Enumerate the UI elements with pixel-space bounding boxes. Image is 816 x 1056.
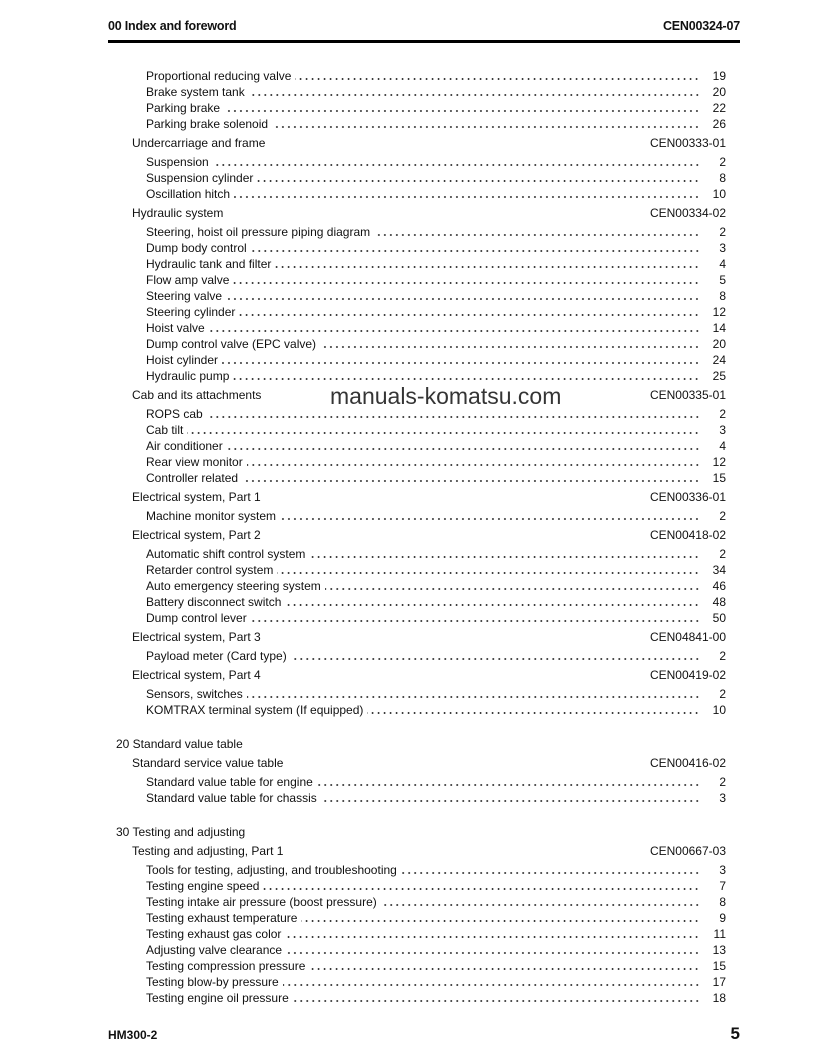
toc-entry[interactable] xyxy=(108,610,726,626)
toc-page: 46 xyxy=(712,579,726,593)
dot-leader xyxy=(317,784,700,786)
toc-entry[interactable] xyxy=(108,170,726,186)
dot-leader xyxy=(291,658,700,660)
toc-title: Suspension xyxy=(146,155,209,169)
toc-code: CEN00667-03 xyxy=(649,844,726,858)
dot-leader xyxy=(286,952,700,954)
toc-title: Cab tilt xyxy=(146,423,184,437)
toc-entry[interactable] xyxy=(108,562,726,578)
toc-code: CEN00416-02 xyxy=(649,756,726,770)
toc-title: Adjusting valve clearance xyxy=(146,943,283,957)
toc-page: 10 xyxy=(712,187,726,201)
toc-page: 15 xyxy=(712,959,726,973)
toc-title: Parking brake solenoid xyxy=(146,117,269,131)
toc-entry[interactable] xyxy=(108,910,726,926)
toc-chapter[interactable] xyxy=(108,667,726,683)
toc-title: Payload meter (Card type) xyxy=(146,649,287,663)
toc-entry[interactable] xyxy=(108,256,726,272)
toc-title: Electrical system, Part 1 xyxy=(132,490,261,504)
document-code: CEN00324-07 xyxy=(662,19,740,33)
toc-title: Dump body control xyxy=(146,241,247,255)
toc-page: 25 xyxy=(712,369,726,383)
toc-page: 3 xyxy=(719,423,726,437)
toc-entry[interactable] xyxy=(108,470,726,486)
toc-entry[interactable] xyxy=(108,508,726,524)
toc-title: Standard value table for chassis xyxy=(146,791,317,805)
toc-entry[interactable] xyxy=(108,336,726,352)
toc-title: Testing engine oil pressure xyxy=(146,991,289,1005)
toc-code: CEN00334-02 xyxy=(649,206,726,220)
toc-page: 18 xyxy=(712,991,726,1005)
toc-entry[interactable] xyxy=(108,454,726,470)
toc-entry[interactable] xyxy=(108,686,726,702)
dot-leader xyxy=(187,432,700,434)
table-of-contents xyxy=(108,68,726,1006)
dot-leader xyxy=(381,904,700,906)
toc-page: 14 xyxy=(712,321,726,335)
toc-entry[interactable] xyxy=(108,578,726,594)
toc-code: CEN00419-02 xyxy=(649,668,726,682)
toc-title: Steering, hoist oil pressure piping diagram xyxy=(146,225,371,239)
toc-page: 9 xyxy=(719,911,726,925)
toc-page: 2 xyxy=(719,225,726,239)
toc-page: 8 xyxy=(719,289,726,303)
dot-leader xyxy=(233,282,700,284)
toc-chapter[interactable] xyxy=(108,527,726,543)
toc-page: 4 xyxy=(719,257,726,271)
toc-page: 17 xyxy=(712,975,726,989)
dot-leader xyxy=(247,464,700,466)
dot-leader xyxy=(320,346,700,348)
toc-title: 20 Standard value table xyxy=(116,737,243,751)
toc-entry[interactable] xyxy=(108,702,726,718)
toc-entry[interactable] xyxy=(108,422,726,438)
page-number: 5 xyxy=(730,1024,740,1043)
toc-chapter[interactable] xyxy=(108,489,726,505)
toc-title: Controller related xyxy=(146,471,239,485)
dot-leader xyxy=(285,604,700,606)
dot-leader xyxy=(242,480,700,482)
toc-entry[interactable] xyxy=(108,774,726,790)
toc-entry[interactable] xyxy=(108,186,726,202)
toc-title: Testing intake air pressure (boost pressure) xyxy=(146,895,377,909)
dot-leader xyxy=(239,314,700,316)
dot-leader xyxy=(233,378,700,380)
toc-entry[interactable] xyxy=(108,942,726,958)
toc-page: 48 xyxy=(712,595,726,609)
toc-page: 2 xyxy=(719,775,726,789)
toc-chapter[interactable] xyxy=(108,755,726,771)
toc-page: 15 xyxy=(712,471,726,485)
toc-page: 3 xyxy=(719,241,726,255)
toc-page: 12 xyxy=(712,305,726,319)
toc-entry[interactable] xyxy=(108,926,726,942)
toc-title: Parking brake xyxy=(146,101,221,115)
toc-page: 7 xyxy=(719,879,726,893)
toc-title: Standard value table for engine xyxy=(146,775,313,789)
toc-entry[interactable] xyxy=(108,240,726,256)
toc-entry[interactable] xyxy=(108,862,726,878)
toc-section[interactable] xyxy=(108,736,726,752)
footer-model: HM300-2 xyxy=(108,1028,158,1042)
toc-code: CEN00333-01 xyxy=(649,136,726,150)
header-rule xyxy=(108,40,740,43)
dot-leader xyxy=(272,126,700,128)
watermark: manuals-komatsu.com xyxy=(330,383,562,409)
toc-page: 20 xyxy=(712,337,726,351)
toc-title: Dump control valve (EPC valve) xyxy=(146,337,317,351)
toc-page: 8 xyxy=(719,171,726,185)
dot-leader xyxy=(222,362,700,364)
dot-leader xyxy=(321,800,700,802)
toc-title: Rear view monitor xyxy=(146,455,243,469)
toc-code: CEN00418-02 xyxy=(649,528,726,542)
dot-leader xyxy=(401,872,700,874)
toc-entry[interactable] xyxy=(108,320,726,336)
toc-title: Brake system tank xyxy=(146,85,245,99)
toc-title: Testing and adjusting, Part 1 xyxy=(132,844,284,858)
dot-leader xyxy=(257,180,700,182)
toc-title: Steering cylinder xyxy=(146,305,236,319)
toc-entry[interactable] xyxy=(108,594,726,610)
dot-leader xyxy=(251,620,700,622)
toc-entry[interactable] xyxy=(108,958,726,974)
toc-page: 2 xyxy=(719,509,726,523)
toc-title: Retarder control system xyxy=(146,563,274,577)
toc-entry[interactable] xyxy=(108,352,726,368)
dot-leader xyxy=(227,448,700,450)
dot-leader xyxy=(213,164,700,166)
toc-title: Auto emergency steering system xyxy=(146,579,321,593)
dot-leader xyxy=(295,78,700,80)
toc-title: Hoist cylinder xyxy=(146,353,219,367)
toc-title: Automatic shift control system xyxy=(146,547,306,561)
toc-title: Hydraulic pump xyxy=(146,369,230,383)
toc-entry[interactable] xyxy=(108,894,726,910)
toc-title: Testing compression pressure xyxy=(146,959,306,973)
toc-page: 24 xyxy=(712,353,726,367)
toc-entry[interactable] xyxy=(108,974,726,990)
section-title: 00 Index and foreword xyxy=(108,19,237,33)
dot-leader xyxy=(374,234,700,236)
toc-entry[interactable] xyxy=(108,368,726,384)
dot-leader xyxy=(309,556,700,558)
toc-entry[interactable] xyxy=(108,990,726,1006)
toc-title: KOMTRAX terminal system (If equipped) xyxy=(146,703,364,717)
toc-page: 2 xyxy=(719,155,726,169)
toc-chapter[interactable] xyxy=(108,843,726,859)
toc-title: Suspension cylinder xyxy=(146,171,254,185)
toc-page: 5 xyxy=(719,273,726,287)
toc-page: 4 xyxy=(719,439,726,453)
dot-leader xyxy=(226,298,700,300)
toc-title: Electrical system, Part 2 xyxy=(132,528,261,542)
dot-leader xyxy=(251,250,700,252)
toc-entry[interactable] xyxy=(108,84,726,100)
toc-entry[interactable] xyxy=(108,438,726,454)
toc-title: Electrical system, Part 4 xyxy=(132,668,261,682)
toc-title: Undercarriage and frame xyxy=(132,136,266,150)
dot-leader xyxy=(275,266,700,268)
toc-chapter[interactable] xyxy=(108,205,726,221)
toc-title: Flow amp valve xyxy=(146,273,230,287)
dot-leader xyxy=(209,330,700,332)
toc-chapter[interactable] xyxy=(108,629,726,645)
toc-entry[interactable] xyxy=(108,648,726,664)
toc-page: 26 xyxy=(712,117,726,131)
toc-title: Air conditioner xyxy=(146,439,223,453)
toc-page: 22 xyxy=(712,101,726,115)
toc-title: Machine monitor system xyxy=(146,509,277,523)
toc-page: 20 xyxy=(712,85,726,99)
toc-page: 11 xyxy=(713,927,726,941)
page-header xyxy=(108,19,740,33)
toc-page: 2 xyxy=(719,407,726,421)
toc-chapter[interactable] xyxy=(108,135,726,151)
dot-leader xyxy=(367,712,700,714)
toc-page: 3 xyxy=(719,863,726,877)
toc-page: 8 xyxy=(719,895,726,909)
dot-leader xyxy=(301,920,700,922)
toc-page: 3 xyxy=(719,791,726,805)
toc-section[interactable] xyxy=(108,824,726,840)
toc-entry[interactable] xyxy=(108,304,726,320)
toc-title: ROPS cab xyxy=(146,407,203,421)
toc-title: Oscillation hitch xyxy=(146,187,231,201)
toc-title: Electrical system, Part 3 xyxy=(132,630,261,644)
toc-page: 34 xyxy=(712,563,726,577)
toc-title: Hydraulic tank and filter xyxy=(146,257,272,271)
toc-code: CEN04841-00 xyxy=(649,630,726,644)
toc-title: Testing exhaust gas color xyxy=(146,927,282,941)
toc-title: Standard service value table xyxy=(132,756,284,770)
toc-title: Testing engine speed xyxy=(146,879,260,893)
toc-code: CEN00335-01 xyxy=(649,388,726,402)
dot-leader xyxy=(207,416,700,418)
toc-entry[interactable] xyxy=(108,100,726,116)
toc-page: 50 xyxy=(712,611,726,625)
toc-entry[interactable] xyxy=(108,154,726,170)
dot-leader xyxy=(277,572,700,574)
dot-leader xyxy=(224,110,700,112)
toc-code: CEN00336-01 xyxy=(649,490,726,504)
dot-leader xyxy=(280,518,700,520)
toc-title: Battery disconnect switch xyxy=(146,595,282,609)
dot-leader xyxy=(263,888,700,890)
toc-entry[interactable] xyxy=(108,116,726,132)
toc-page: 2 xyxy=(719,687,726,701)
dot-leader xyxy=(249,94,700,96)
toc-title: Testing exhaust temperature xyxy=(146,911,298,925)
dot-leader xyxy=(293,1000,700,1002)
toc-page: 19 xyxy=(712,69,726,83)
toc-title: Hydraulic system xyxy=(132,206,224,220)
toc-entry[interactable] xyxy=(108,288,726,304)
dot-leader xyxy=(309,968,700,970)
toc-title: Dump control lever xyxy=(146,611,247,625)
toc-title: Tools for testing, adjusting, and troubleshooting xyxy=(146,863,397,877)
toc-entry[interactable] xyxy=(108,68,726,84)
toc-entry[interactable] xyxy=(108,878,726,894)
toc-entry[interactable] xyxy=(108,546,726,562)
toc-page: 12 xyxy=(712,455,726,469)
dot-leader xyxy=(325,588,700,590)
dot-leader xyxy=(247,696,700,698)
toc-title: 30 Testing and adjusting xyxy=(116,825,246,839)
toc-title: Testing blow-by pressure xyxy=(146,975,279,989)
toc-entry[interactable] xyxy=(108,790,726,806)
dot-leader xyxy=(285,936,700,938)
toc-title: Proportional reducing valve xyxy=(146,69,292,83)
toc-page: 2 xyxy=(719,547,726,561)
toc-title: Sensors, switches xyxy=(146,687,243,701)
toc-entry[interactable] xyxy=(108,224,726,240)
toc-page: 2 xyxy=(719,649,726,663)
toc-title: Hoist valve xyxy=(146,321,205,335)
toc-title: Cab and its attachments xyxy=(132,388,262,402)
toc-title: Steering valve xyxy=(146,289,223,303)
toc-entry[interactable] xyxy=(108,272,726,288)
dot-leader xyxy=(283,984,700,986)
toc-page: 10 xyxy=(712,703,726,717)
toc-page: 13 xyxy=(712,943,726,957)
dot-leader xyxy=(234,196,700,198)
